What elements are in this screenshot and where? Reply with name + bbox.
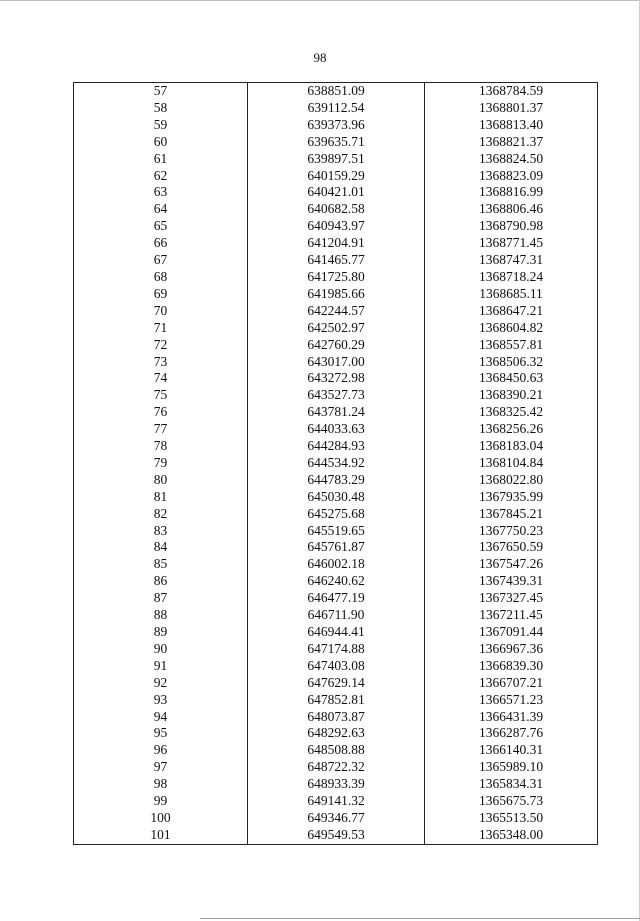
point-number-cell: 74 [74,370,248,387]
y-coordinate-cell: 1367650.59 [425,539,598,556]
point-number-cell: 73 [74,354,248,371]
table-row [74,269,598,286]
y-coordinate-cell: 1368325.42 [425,404,598,421]
table-row [74,472,598,489]
table-row [74,590,598,607]
x-coordinate-cell: 641204.91 [248,235,425,252]
y-coordinate-cell: 1367547.26 [425,556,598,573]
table-row [74,658,598,675]
x-coordinate-cell: 644033.63 [248,421,425,438]
y-coordinate-cell: 1368022.80 [425,472,598,489]
y-coordinate-cell: 1365675.73 [425,793,598,810]
point-number-cell: 66 [74,235,248,252]
x-coordinate-cell: 645030.48 [248,489,425,506]
x-coordinate-cell: 640159.29 [248,168,425,185]
x-coordinate-cell: 649141.32 [248,793,425,810]
point-number-cell: 69 [74,286,248,303]
x-coordinate-cell: 641465.77 [248,252,425,269]
x-coordinate-cell: 646944.41 [248,624,425,641]
y-coordinate-cell: 1368801.37 [425,100,598,117]
y-coordinate-cell: 1366967.36 [425,641,598,658]
table-row [74,134,598,151]
y-coordinate-cell: 1367935.99 [425,489,598,506]
x-coordinate-cell: 647852.81 [248,692,425,709]
x-coordinate-cell: 646002.18 [248,556,425,573]
table-row [74,827,598,844]
y-coordinate-cell: 1367211.45 [425,607,598,624]
x-coordinate-cell: 639112.54 [248,100,425,117]
table-row [74,725,598,742]
point-number-cell: 59 [74,117,248,134]
table-row [74,776,598,793]
table-row [74,556,598,573]
table-row [74,455,598,472]
x-coordinate-cell: 645519.65 [248,523,425,540]
y-coordinate-cell: 1367091.44 [425,624,598,641]
x-coordinate-cell: 648933.39 [248,776,425,793]
table-row [74,624,598,641]
point-number-cell: 62 [74,168,248,185]
y-coordinate-cell: 1368256.26 [425,421,598,438]
x-coordinate-cell: 642502.97 [248,320,425,337]
y-coordinate-cell: 1367439.31 [425,573,598,590]
point-number-cell: 94 [74,709,248,726]
table-row [74,438,598,455]
table-row [74,252,598,269]
y-coordinate-cell: 1368816.99 [425,184,598,201]
x-coordinate-cell: 646477.19 [248,590,425,607]
scan-edge-bottom [200,918,640,919]
point-number-cell: 80 [74,472,248,489]
point-number-cell: 71 [74,320,248,337]
x-coordinate-cell: 638851.09 [248,83,425,100]
table-row [74,303,598,320]
point-number-cell: 87 [74,590,248,607]
y-coordinate-cell: 1367845.21 [425,506,598,523]
table-row [74,759,598,776]
table-row [74,692,598,709]
y-coordinate-cell: 1368771.45 [425,235,598,252]
table-row [74,218,598,235]
x-coordinate-cell: 646711.90 [248,607,425,624]
y-coordinate-cell: 1368506.32 [425,354,598,371]
y-coordinate-cell: 1368718.24 [425,269,598,286]
point-number-cell: 83 [74,523,248,540]
y-coordinate-cell: 1365989.10 [425,759,598,776]
y-coordinate-cell: 1365348.00 [425,827,598,844]
point-number-cell: 68 [74,269,248,286]
x-coordinate-cell: 649346.77 [248,810,425,827]
point-number-cell: 61 [74,151,248,168]
x-coordinate-cell: 642244.57 [248,303,425,320]
x-coordinate-cell: 640421.01 [248,184,425,201]
y-coordinate-cell: 1368821.37 [425,134,598,151]
point-number-cell: 64 [74,201,248,218]
table-row [74,117,598,134]
table-row [74,607,598,624]
point-number-cell: 95 [74,725,248,742]
point-number-cell: 60 [74,134,248,151]
y-coordinate-cell: 1368747.31 [425,252,598,269]
table-row [74,539,598,556]
point-number-cell: 88 [74,607,248,624]
table-row [74,184,598,201]
y-coordinate-cell: 1368104.84 [425,455,598,472]
table-row [74,523,598,540]
table-row [74,337,598,354]
x-coordinate-cell: 648722.32 [248,759,425,776]
y-coordinate-cell: 1366571.23 [425,692,598,709]
point-number-cell: 77 [74,421,248,438]
y-coordinate-cell: 1368806.46 [425,201,598,218]
y-coordinate-cell: 1366287.76 [425,725,598,742]
table-row [74,709,598,726]
table-row [74,489,598,506]
table-row [74,573,598,590]
page-number: 98 [313,50,327,65]
y-coordinate-cell: 1368813.40 [425,117,598,134]
table-row [74,742,598,759]
y-coordinate-cell: 1368790.98 [425,218,598,235]
table-row [74,506,598,523]
y-coordinate-cell: 1368450.63 [425,370,598,387]
x-coordinate-cell: 639897.51 [248,151,425,168]
table-row [74,286,598,303]
point-number-cell: 100 [74,810,248,827]
point-number-cell: 93 [74,692,248,709]
x-coordinate-cell: 643272.98 [248,370,425,387]
point-number-cell: 96 [74,742,248,759]
x-coordinate-cell: 644783.29 [248,472,425,489]
table-row [74,201,598,218]
x-coordinate-cell: 641985.66 [248,286,425,303]
x-coordinate-cell: 648292.63 [248,725,425,742]
point-number-cell: 98 [74,776,248,793]
point-number-cell: 99 [74,793,248,810]
x-coordinate-cell: 642760.29 [248,337,425,354]
table-row [74,421,598,438]
x-coordinate-cell: 647403.08 [248,658,425,675]
table-row [74,100,598,117]
table-row [74,354,598,371]
point-number-cell: 78 [74,438,248,455]
x-coordinate-cell: 649549.53 [248,827,425,844]
table-row [74,810,598,827]
point-number-cell: 65 [74,218,248,235]
scan-edge-top [0,0,640,1]
y-coordinate-cell: 1368390.21 [425,387,598,404]
x-coordinate-cell: 640682.58 [248,201,425,218]
point-number-cell: 63 [74,184,248,201]
y-coordinate-cell: 1368823.09 [425,168,598,185]
point-number-cell: 57 [74,83,248,100]
x-coordinate-cell: 645275.68 [248,506,425,523]
point-number-cell: 72 [74,337,248,354]
y-coordinate-cell: 1366839.30 [425,658,598,675]
table-row [74,387,598,404]
x-coordinate-cell: 640943.97 [248,218,425,235]
point-number-cell: 79 [74,455,248,472]
x-coordinate-cell: 648073.87 [248,709,425,726]
y-coordinate-cell: 1368784.59 [425,83,598,100]
point-number-cell: 89 [74,624,248,641]
x-coordinate-cell: 639373.96 [248,117,425,134]
table-row [74,370,598,387]
coordinates-table-body [74,83,598,845]
table-row [74,168,598,185]
x-coordinate-cell: 647174.88 [248,641,425,658]
point-number-cell: 76 [74,404,248,421]
point-number-cell: 67 [74,252,248,269]
x-coordinate-cell: 639635.71 [248,134,425,151]
y-coordinate-cell: 1368824.50 [425,151,598,168]
y-coordinate-cell: 1366431.39 [425,709,598,726]
coordinates-table [73,82,598,845]
x-coordinate-cell: 643781.24 [248,404,425,421]
table-row [74,793,598,810]
table-row [74,83,598,100]
y-coordinate-cell: 1368647.21 [425,303,598,320]
table-row [74,151,598,168]
x-coordinate-cell: 641725.80 [248,269,425,286]
y-coordinate-cell: 1367750.23 [425,523,598,540]
point-number-cell: 84 [74,539,248,556]
point-number-cell: 70 [74,303,248,320]
x-coordinate-cell: 643527.73 [248,387,425,404]
x-coordinate-cell: 647629.14 [248,675,425,692]
point-number-cell: 81 [74,489,248,506]
point-number-cell: 58 [74,100,248,117]
point-number-cell: 85 [74,556,248,573]
y-coordinate-cell: 1368183.04 [425,438,598,455]
y-coordinate-cell: 1365513.50 [425,810,598,827]
y-coordinate-cell: 1368557.81 [425,337,598,354]
point-number-cell: 97 [74,759,248,776]
table-row [74,235,598,252]
y-coordinate-cell: 1367327.45 [425,590,598,607]
point-number-cell: 82 [74,506,248,523]
x-coordinate-cell: 644284.93 [248,438,425,455]
y-coordinate-cell: 1366140.31 [425,742,598,759]
y-coordinate-cell: 1368604.82 [425,320,598,337]
x-coordinate-cell: 643017.00 [248,354,425,371]
x-coordinate-cell: 645761.87 [248,539,425,556]
y-coordinate-cell: 1365834.31 [425,776,598,793]
y-coordinate-cell: 1368685.11 [425,286,598,303]
x-coordinate-cell: 644534.92 [248,455,425,472]
point-number-cell: 92 [74,675,248,692]
x-coordinate-cell: 648508.88 [248,742,425,759]
table-row [74,641,598,658]
y-coordinate-cell: 1366707.21 [425,675,598,692]
x-coordinate-cell: 646240.62 [248,573,425,590]
point-number-cell: 91 [74,658,248,675]
table-row [74,320,598,337]
table-row [74,404,598,421]
point-number-cell: 86 [74,573,248,590]
point-number-cell: 75 [74,387,248,404]
point-number-cell: 101 [74,827,248,844]
point-number-cell: 90 [74,641,248,658]
table-row [74,675,598,692]
